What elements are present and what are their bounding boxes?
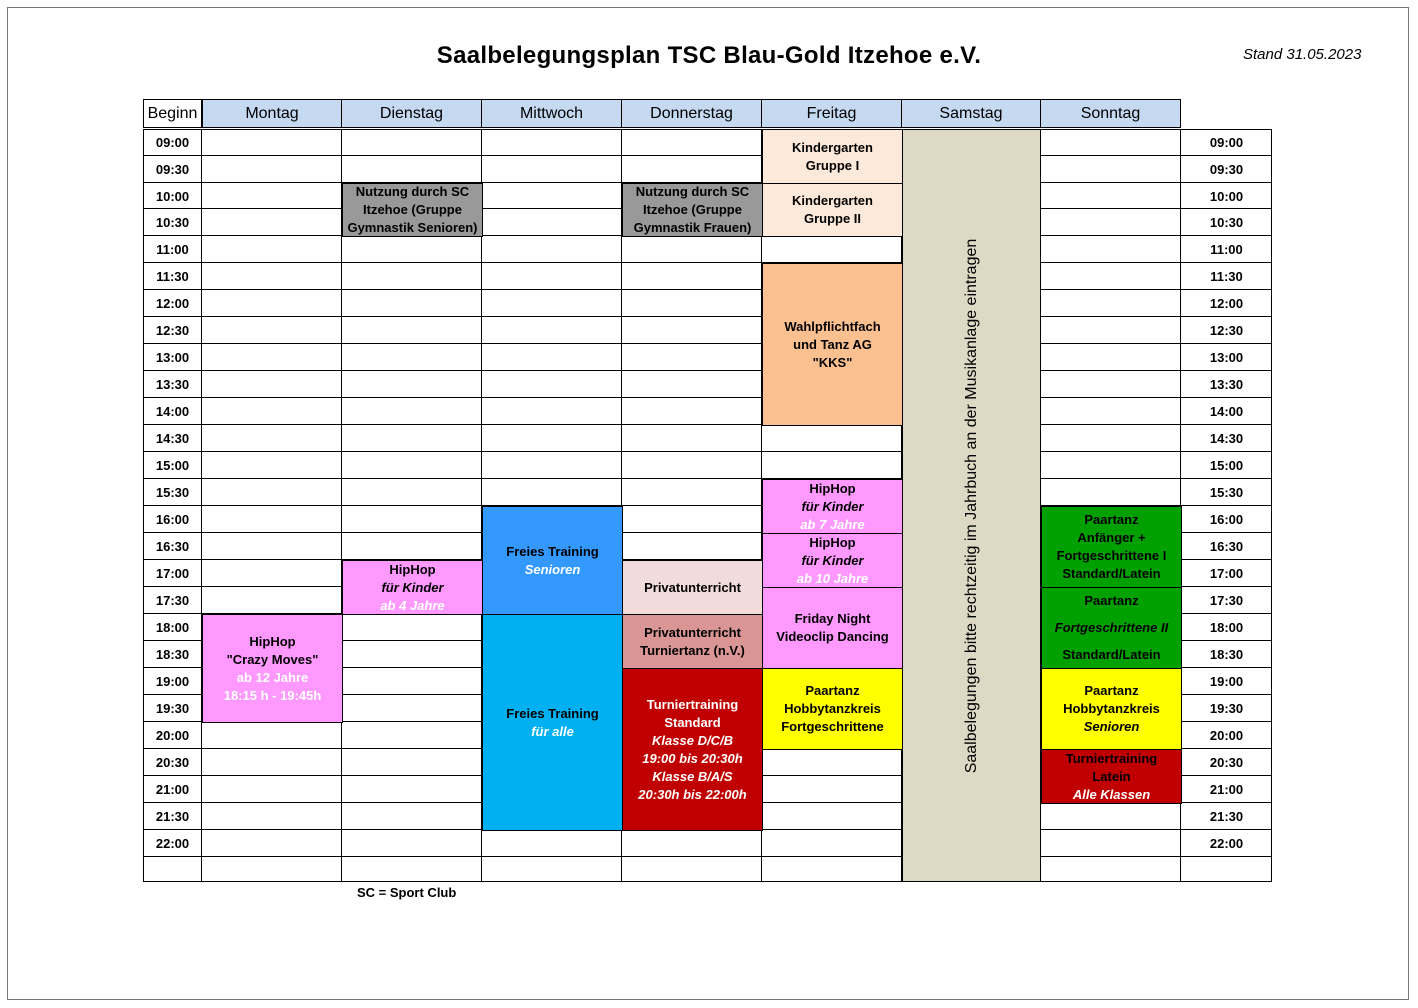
grid-cell [342,722,482,749]
time-label: 12:00 [155,296,190,311]
time-label: 15:00 [155,458,190,473]
grid-cell [622,344,762,371]
grid-cell [1041,425,1181,452]
grid-cell [1041,263,1181,290]
grid-cell [1041,129,1181,156]
event-line: HipHop [809,534,856,550]
event-line: Nutzung durch SC [635,184,750,199]
event-line: Senioren [524,561,581,577]
event-line: Itzehoe (Gruppe [643,202,742,217]
time-label: 13:30 [155,377,190,392]
grid-cell [202,803,342,830]
event-mi-alle [482,614,623,831]
event-do-turnier [622,668,763,831]
time-label: 15:30 [1209,485,1244,500]
event-line: für Kinder [801,498,864,514]
grid-cell [622,263,762,290]
event-line: Kindergarten [792,139,873,155]
grid-cell [342,749,482,776]
event-line: Fortgeschrittene [781,719,884,734]
grid-cell [482,830,622,857]
grid-cell-empty [762,857,902,882]
grid-cell [482,183,622,209]
time-label: 11:30 [156,269,189,284]
grid-cell [342,425,482,452]
event-line: für Kinder [381,579,444,595]
grid-cell [482,263,622,290]
column-header-samstag: Samstag [901,99,1041,128]
event-wahlpflicht [762,263,903,426]
time-label: 10:00 [1209,188,1244,204]
grid-cell [482,344,622,371]
grid-cell [342,506,482,533]
grid-cell [762,830,902,857]
grid-cell [1041,371,1181,398]
grid-cell [342,344,482,371]
grid-cell [202,830,342,857]
grid-cell [622,398,762,425]
grid-cell [622,236,762,263]
event-hiphop7 [762,479,903,534]
grid-cell [342,156,482,183]
grid-cell [342,533,482,560]
grid-cell [342,830,482,857]
time-label: 14:30 [155,431,190,446]
grid-cell [202,183,342,209]
event-line: HipHop [389,561,436,577]
grid-cell [1041,398,1181,425]
grid-cell-empty [1181,857,1272,882]
grid-cell [1041,183,1181,209]
time-label: 11:00 [1210,242,1243,257]
event-line: Freies Training [506,705,599,721]
time-label: 12:30 [1209,323,1244,338]
event-line: HipHop [249,633,296,649]
time-label: 18:00 [155,620,190,635]
event-mo-hiphop [202,614,343,723]
grid-cell [1041,236,1181,263]
grid-cell [202,479,342,506]
event-line: "Crazy Moves" [226,651,319,667]
grid-cell [342,614,482,641]
grid-cell [202,156,342,183]
time-label: 16:00 [1209,512,1244,527]
time-label: 19:30 [155,701,190,716]
grid-cell [762,776,902,803]
column-header-mittwoch: Mittwoch [481,99,622,128]
grid-cell [202,560,342,587]
event-line: Paartanz [805,683,860,698]
grid-cell [1041,830,1181,857]
grid-cell [202,236,342,263]
time-label: 13:00 [155,350,190,365]
grid-cell [342,129,482,156]
grid-cell [342,776,482,803]
time-label: 10:00 [155,188,190,204]
grid-cell-empty [202,857,342,882]
grid-cell-empty [342,857,482,882]
grid-cell [482,209,622,236]
grid-cell [622,533,762,560]
grid-cell [622,506,762,533]
grid-cell [202,425,342,452]
event-line: Standard/Latein [1062,646,1161,662]
grid-cell [202,587,342,614]
time-label: 17:30 [155,593,190,608]
column-header-sonntag: Sonntag [1040,99,1181,128]
event-line: Privatunterricht [644,624,741,640]
time-label: 17:00 [1209,566,1244,581]
grid-cell [482,452,622,479]
grid-cell [622,156,762,183]
event-line: Wahlpflichtfach [784,318,881,334]
column-header-freitag: Freitag [761,99,902,128]
event-di-hiphop [342,560,483,615]
grid-cell-empty [622,857,762,882]
time-label: 16:00 [155,512,190,527]
event-line: Turniertraining [646,696,739,712]
event-line: ab 7 Jahre [800,516,865,532]
event-line: Privatunterricht [644,579,741,595]
column-header-beginn: Beginn [143,99,202,128]
time-label: 14:00 [155,404,190,419]
time-label: 10:30 [155,215,190,230]
grid-cell [622,371,762,398]
grid-cell [342,317,482,344]
event-line: Klasse D/C/B [652,732,733,748]
footnote: SC = Sport Club [357,885,457,900]
time-label: 22:00 [155,836,190,851]
time-label: 12:00 [1209,296,1244,311]
time-label: 10:30 [1209,215,1244,230]
saturday-note-text: Saalbelegungen bitte rechtzeitig im Jahrbuch an der Musikanlage eintragen [962,238,980,773]
time-label: 21:30 [155,809,190,824]
event-line: Kindergarten [792,193,873,208]
time-label: 22:00 [1209,836,1244,851]
grid-cell [202,776,342,803]
event-line: 18:15 h - 19:45h [223,687,322,703]
event-line: Standard [664,714,721,730]
event-kita2 [762,183,903,237]
event-mi-senioren [482,506,623,615]
grid-cell [202,506,342,533]
grid-cell [482,317,622,344]
grid-cell [202,317,342,344]
grid-cell [482,290,622,317]
grid-cell [202,749,342,776]
event-donnerstag-gym [622,183,763,237]
grid-cell [202,344,342,371]
time-label: 12:30 [155,323,190,338]
grid-cell [482,479,622,506]
grid-cell [1041,317,1181,344]
grid-cell [202,371,342,398]
event-hiphop10 [762,533,903,588]
time-label: 13:00 [1209,350,1244,365]
grid-cell [202,290,342,317]
event-so-turnier [1041,749,1182,804]
event-line: Videoclip Dancing [776,629,889,644]
event-line: Latein [1092,768,1131,784]
grid-cell [622,290,762,317]
time-label: 20:30 [155,755,190,770]
grid-cell [1041,803,1181,830]
time-label: 19:00 [1209,674,1244,689]
event-line: Gymnastik Senioren) [347,220,478,235]
time-label: 17:30 [1209,593,1244,608]
time-label: 15:30 [155,485,190,500]
time-label: 13:30 [1209,377,1244,392]
event-so-paar3 [1041,668,1182,750]
time-label: 14:00 [1209,404,1244,419]
time-label: 21:30 [1209,809,1244,824]
column-header-dienstag: Dienstag [341,99,482,128]
event-so-paar2 [1041,587,1182,669]
event-line: Klasse B/A/S [652,768,733,784]
time-label: 18:30 [155,647,190,662]
event-do-privat [622,560,763,615]
event-line: Hobbytanzkreis [784,701,881,716]
event-line: Paartanz [1084,512,1139,527]
event-line: ab 12 Jahre [236,669,309,685]
event-line: Fortgeschrittene I [1056,548,1167,563]
time-label: 16:30 [1209,539,1244,554]
time-label: 18:30 [1209,647,1244,662]
grid-cell [202,452,342,479]
grid-cell [1041,209,1181,236]
grid-cell [202,129,342,156]
grid-cell [342,641,482,668]
grid-cell [342,479,482,506]
grid-cell-empty [143,857,202,882]
grid-cell [482,129,622,156]
grid-cell [762,749,902,776]
stand-date: Stand 31.05.2023 [1243,46,1362,63]
grid-cell [482,371,622,398]
time-label: 20:00 [155,728,190,743]
event-line: ab 4 Jahre [380,597,445,613]
grid-cell [482,156,622,183]
grid-cell [342,236,482,263]
grid-cell [762,803,902,830]
event-line: 20:30h bis 22:00h [638,786,747,802]
event-dienstag-gym [342,183,483,237]
column-header-montag: Montag [202,99,342,128]
event-line: für Kinder [801,552,864,568]
page-title: Saalbelegungsplan TSC Blau-Gold Itzehoe e.V. [436,42,982,69]
time-label: 19:00 [155,674,190,689]
grid-cell [342,263,482,290]
event-line: und Tanz AG [793,336,872,352]
time-label: 09:00 [155,135,190,150]
event-line: ab 10 Jahre [796,570,869,586]
grid-cell [1041,479,1181,506]
event-line: Freies Training [506,543,599,559]
grid-cell [622,129,762,156]
time-label: 09:30 [155,162,190,177]
event-line: Turniertraining [1065,750,1158,766]
event-line: Nutzung durch SC [355,184,470,199]
time-label: 09:30 [1209,162,1244,177]
grid-cell [342,452,482,479]
event-line: Anfänger + [1077,530,1146,545]
event-line: 19:00 bis 20:30h [642,750,743,766]
column-header-donnerstag: Donnerstag [621,99,762,128]
grid-cell [482,425,622,452]
event-line: HipHop [809,480,856,496]
event-line: Hobbytanzkreis [1063,701,1160,716]
grid-cell [622,425,762,452]
time-label: 14:30 [1209,431,1244,446]
grid-cell [1041,290,1181,317]
grid-cell [622,452,762,479]
grid-cell [762,425,902,452]
event-line: "KKS" [812,354,853,370]
event-line: Fortgeschrittene II [1054,619,1169,635]
event-line: Paartanz [1084,593,1139,609]
grid-cell [202,398,342,425]
event-do-privat2 [622,614,763,669]
grid-cell [342,803,482,830]
time-label: 18:00 [1209,620,1244,635]
time-label: 20:00 [1209,728,1244,743]
grid-cell [482,398,622,425]
event-line: Gruppe I [805,157,860,173]
grid-cell-empty [1041,857,1181,882]
event-line: Turniertanz (n.V.) [640,642,745,658]
time-label: 16:30 [155,539,190,554]
event-fr-paartanz [762,668,903,750]
grid-cell [202,722,342,749]
time-label: 09:00 [1209,135,1244,150]
time-label: 21:00 [1209,782,1244,797]
grid-cell [342,695,482,722]
grid-cell [622,830,762,857]
event-line: Gruppe II [803,211,862,226]
grid-cell [202,209,342,236]
time-label: 11:00 [156,242,189,257]
time-label: 20:30 [1209,755,1244,770]
grid-cell [342,668,482,695]
grid-cell [482,236,622,263]
grid-cell [1041,156,1181,183]
grid-cell [1041,344,1181,371]
grid-cell [202,263,342,290]
event-line: Friday Night [794,611,871,626]
grid-cell [622,317,762,344]
grid-cell [762,236,902,263]
grid-cell [342,371,482,398]
time-label: 15:00 [1209,458,1244,473]
saturday-note-block [902,129,1041,882]
event-line: Gymnastik Frauen) [633,220,752,235]
event-so-paar1 [1041,506,1182,588]
event-line: für alle [531,723,574,739]
event-line: Itzehoe (Gruppe [363,202,462,217]
event-kita1 [762,129,903,184]
event-line: Senioren [1083,719,1140,734]
grid-cell [202,533,342,560]
event-line: Paartanz [1084,683,1139,698]
time-label: 11:30 [1210,269,1243,284]
event-line: Alle Klassen [1072,786,1151,802]
event-friday-night [762,587,903,669]
event-line: Standard/Latein [1062,566,1161,581]
time-label: 21:00 [155,782,190,797]
grid-cell [762,452,902,479]
grid-cell [622,479,762,506]
time-label: 17:00 [155,566,190,581]
grid-cell [342,398,482,425]
grid-cell [342,290,482,317]
grid-cell [1041,452,1181,479]
grid-cell-empty [482,857,622,882]
time-label: 19:30 [1209,701,1244,716]
